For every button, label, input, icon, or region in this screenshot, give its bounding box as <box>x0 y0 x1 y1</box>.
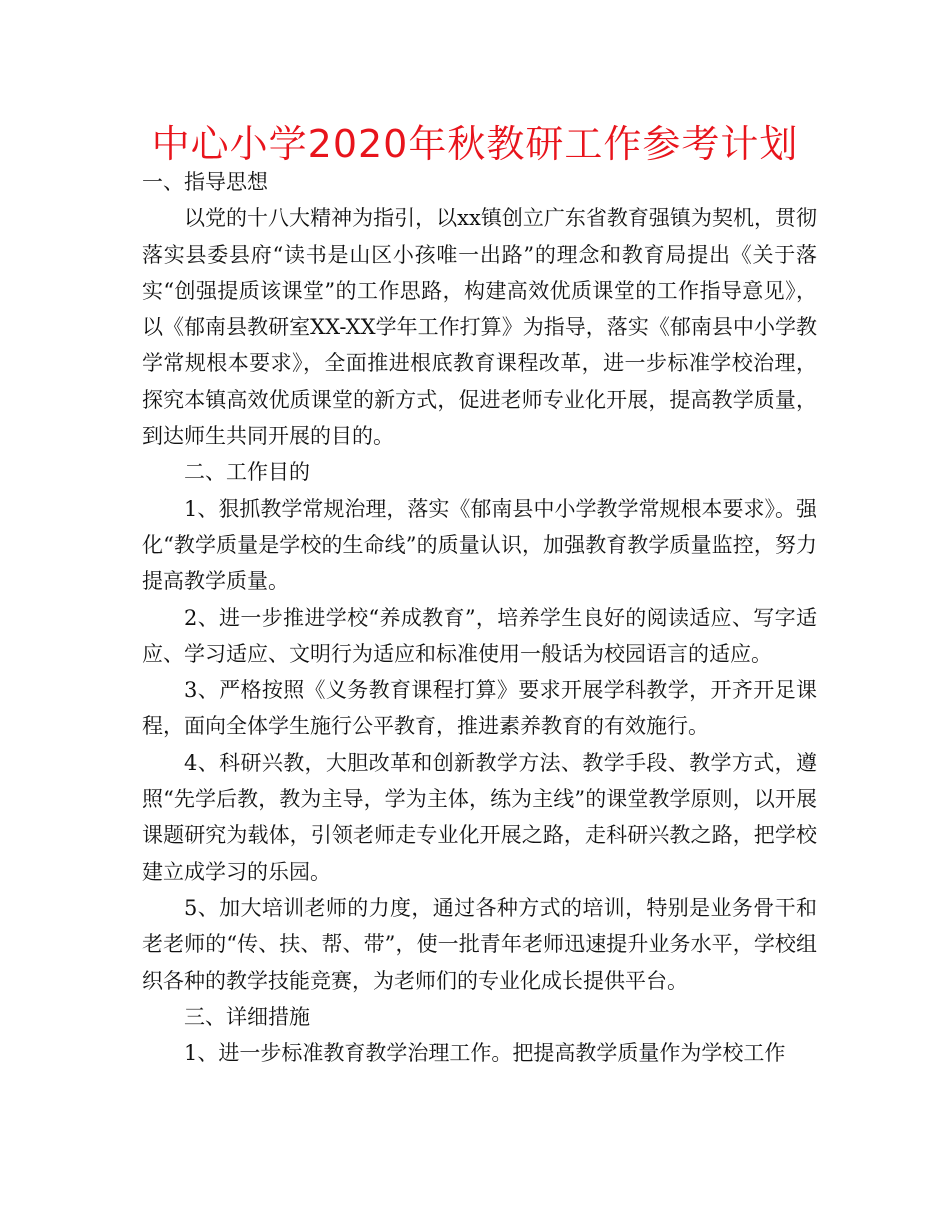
paragraph-goal-1: 1、狠抓教学常规治理，落实《郁南县中小学教学常规根本要求》。强化“教学质量是学校的生命线”的质量认识，加强教育教学质量监控，努力提高教学质量。 <box>142 496 817 594</box>
paragraph-goal-5: 5、加大培训老师的力度，通过各种方式的培训，特别是业务骨干和老老师的“传、扶、帮、带”，使一批青年老师迅速提升业务水平，学校组织各种的教学技能竞赛，为老师们的专业化成长提供平台。 <box>142 895 817 993</box>
paragraph-goal-4: 4、科研兴教，大胆改革和创新教学方法、教学手段、教学方式，遵照“先学后教，教为主导，学为主体，练为主线”的课堂教学原则，以开展课题研究为载体，引领老师走专业化开展之路，走科研兴教之路，把学校建立成学习的乐园。 <box>142 750 817 884</box>
document-title: 中心小学2020年秋教研工作参考计划 <box>151 122 799 166</box>
paragraph-measure-1: 1、进一步标准教育教学治理工作。把提高教学质量作为学校工作 <box>184 1041 786 1066</box>
section-heading-measures: 三、详细措施 <box>184 1004 310 1029</box>
paragraph-goal-2: 2、进一步推进学校“养成教育”，培养学生良好的阅读适应、写字适应、学习适应、文明行为适应和标准使用一般话为校园语言的适应。 <box>142 605 817 666</box>
section-heading-guiding-thought: 一、指导思想 <box>142 170 268 194</box>
document-body <box>142 164 817 1071</box>
paragraph-guiding-thought: 以党的十八大精神为指引，以xx镇创立广东省教育强镇为契机，贯彻落实县委县府“读书是山区小孩唯一出路”的理念和教育局提出《关于落实“创强提质该课堂”的工作思路，构建高效优质课堂的工作指导意见》，以《郁南县教研室XX-XX学年工作打算》为指导，落实《郁南县中小学教学常规根本要求》，全面推进根底教育课程改革，进一步标准学校治理，探究本镇高效优质课堂的新方式，促进老师专业化开展，提高教学质量，到达师生共同开展的目的。 <box>142 206 817 449</box>
paragraph-goal-3: 3、严格按照《义务教育课程打算》要求开展学科教学，开齐开足课程，面向全体学生施行公平教育，推进素养教育的有效施行。 <box>142 678 817 739</box>
section-heading-work-goals: 二、工作目的 <box>184 460 310 485</box>
